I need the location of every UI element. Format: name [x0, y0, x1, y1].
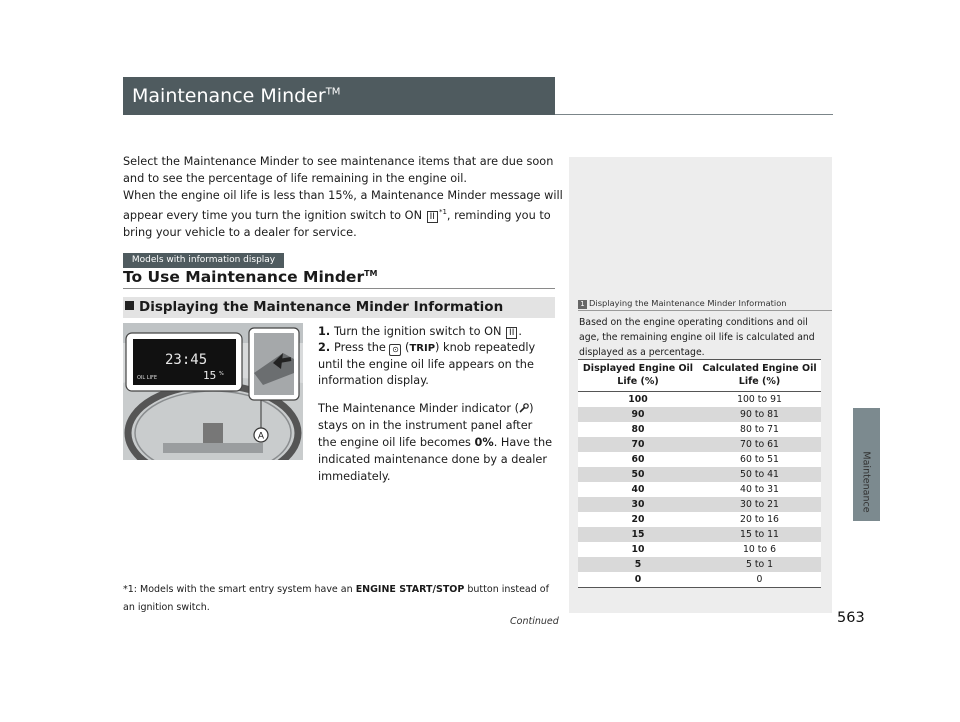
- callout-label: A: [257, 431, 265, 442]
- section-heading: To Use Maintenance Minder™: [123, 268, 378, 286]
- table-row: [578, 467, 821, 482]
- ignition-key-symbol: II: [427, 211, 438, 223]
- table-row: [578, 452, 821, 467]
- instruction-steps: 1. Turn the ignition switch to ON II . 2. Press the ⊙ (TRIP) knob repeatedly until the engine oil life appears on the information display.: [318, 325, 536, 387]
- displayed-oil-life-cell: 100: [578, 392, 698, 408]
- table-row: [578, 392, 821, 408]
- dashboard-illustration: [123, 323, 303, 460]
- displayed-oil-life-cell: 60: [578, 452, 698, 467]
- displayed-oil-life-cell: 5: [578, 557, 698, 572]
- calculated-oil-life-cell: 50 to 41: [698, 467, 821, 482]
- displayed-oil-life-cell: 90: [578, 407, 698, 422]
- page-number: 563: [837, 610, 865, 626]
- table-row: [578, 572, 821, 588]
- displayed-oil-life-cell: 20: [578, 512, 698, 527]
- displayed-oil-life-cell: 40: [578, 482, 698, 497]
- calculated-oil-life-cell: 15 to 11: [698, 527, 821, 542]
- footnote-ref: *1: [438, 208, 447, 216]
- displayed-oil-life-cell: 30: [578, 497, 698, 512]
- side-note-text: Based on the engine operating conditions and oil age, the remaining engine oil life is calculated and displayed as a percentage.: [579, 317, 815, 358]
- table-row: [578, 482, 821, 497]
- table-row: [578, 437, 821, 452]
- calculated-oil-life-cell: 30 to 21: [698, 497, 821, 512]
- intro-paragraph: Select the Maintenance Minder to see maintenance items that are due soon and to see the percentage of life remaining in the engine oil. When the engine oil life is less than 15%, a Maintenance Minder message will appear every time you turn the ignition switch to ON II $^{*1}$, reminding you to bring your vehicle to a dealer for service.: [123, 155, 563, 239]
- calculated-oil-life-cell: 10 to 6: [698, 542, 821, 557]
- page-title-bar: [123, 77, 555, 115]
- square-bullet-icon: [125, 301, 134, 310]
- displayed-oil-life-cell: 0: [578, 572, 698, 588]
- section-rule: [123, 288, 555, 289]
- table-row: [578, 557, 821, 572]
- calculated-oil-life-cell: 70 to 61: [698, 437, 821, 452]
- calculated-oil-life-cell: 80 to 71: [698, 422, 821, 437]
- table-row: [578, 542, 821, 557]
- calculated-oil-life-cell: 20 to 16: [698, 512, 821, 527]
- table-header: Calculated Engine Oil Life (%): [698, 360, 821, 392]
- ignition-key-symbol: II: [506, 327, 517, 339]
- footnote: *1: Models with the smart entry system have an ENGINE START/STOP button instead of an ignition switch.: [123, 584, 549, 613]
- table-row: [578, 407, 821, 422]
- display-value: 15: [203, 369, 217, 382]
- display-label: OIL LIFE: [137, 375, 158, 381]
- table-header: Displayed Engine Oil Life (%): [578, 360, 698, 392]
- instrument-panel-drawing: [123, 323, 303, 460]
- displayed-oil-life-cell: 15: [578, 527, 698, 542]
- trip-knob-icon: ⊙: [389, 344, 401, 356]
- indicator-paragraph: The Maintenance Minder indicator ( ) stays on in the instrument panel after the engine oil life becomes 0%. Have the indicated maintenance done by a dealer immediately.: [318, 402, 553, 483]
- title-rule: [555, 114, 833, 115]
- table-row: [578, 512, 821, 527]
- calculated-oil-life-cell: 5 to 1: [698, 557, 821, 572]
- subsection-heading: Displaying the Maintenance Minder Information: [139, 299, 504, 315]
- oil-life-table: [578, 359, 821, 588]
- chapter-tab-label: Maintenance: [860, 451, 872, 513]
- displayed-oil-life-cell: 10: [578, 542, 698, 557]
- page-title: Maintenance Minder™: [132, 85, 341, 107]
- calculated-oil-life-cell: 0: [698, 572, 821, 588]
- calculated-oil-life-cell: 100 to 91: [698, 392, 821, 408]
- display-unit: %: [219, 371, 224, 377]
- side-note-rule: [578, 310, 832, 311]
- table-row: [578, 422, 821, 437]
- side-note-heading: 1 Displaying the Maintenance Minder Information: [578, 298, 787, 309]
- reference-icon: 1: [578, 300, 587, 309]
- calculated-oil-life-cell: 90 to 81: [698, 407, 821, 422]
- continued-label: Continued: [510, 616, 559, 627]
- models-badge: Models with information display: [123, 253, 284, 268]
- calculated-oil-life-cell: 40 to 31: [698, 482, 821, 497]
- subsection-heading-bar: [123, 297, 555, 318]
- display-time: 23:45: [165, 352, 208, 368]
- wrench-icon: [519, 403, 529, 413]
- table-row: [578, 497, 821, 512]
- displayed-oil-life-cell: 80: [578, 422, 698, 437]
- displayed-oil-life-cell: 50: [578, 467, 698, 482]
- calculated-oil-life-cell: 60 to 51: [698, 452, 821, 467]
- displayed-oil-life-cell: 70: [578, 437, 698, 452]
- table-row: [578, 527, 821, 542]
